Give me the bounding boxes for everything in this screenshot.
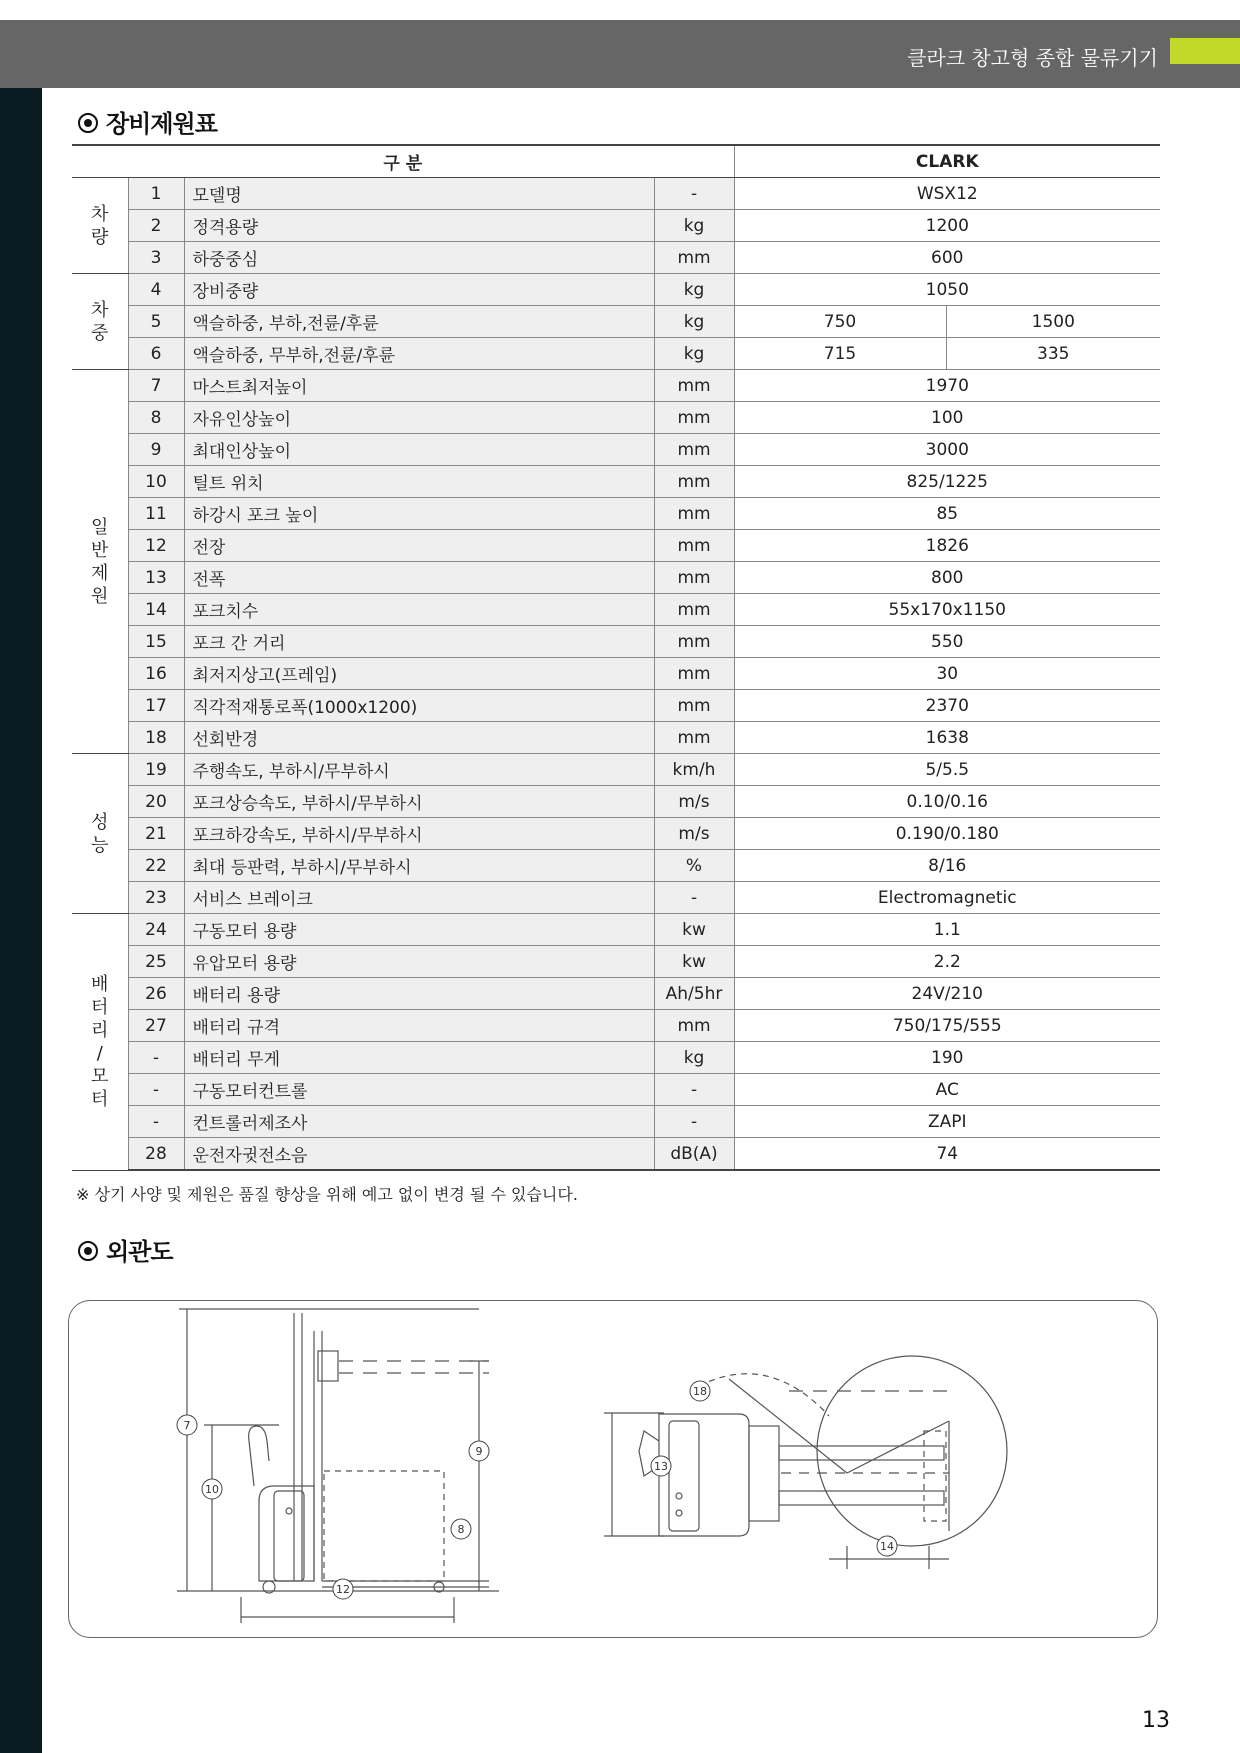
- row-unit: m/s: [654, 818, 734, 850]
- row-unit: kw: [654, 914, 734, 946]
- callout-group: [177, 1381, 897, 1599]
- header-bar: [0, 20, 1240, 88]
- row-number: 26: [128, 978, 184, 1010]
- row-number: 8: [128, 402, 184, 434]
- row-unit: mm: [654, 658, 734, 690]
- row-number: 14: [128, 594, 184, 626]
- row-item: 선회반경: [184, 722, 654, 754]
- row-unit: km/h: [654, 754, 734, 786]
- row-number: 22: [128, 850, 184, 882]
- page-number: 13: [1142, 1708, 1170, 1733]
- row-value: 825/1225: [734, 466, 1160, 498]
- table-row: [72, 402, 1160, 434]
- row-number: 19: [128, 754, 184, 786]
- target-bullet-icon: [78, 113, 98, 133]
- row-unit: mm: [654, 594, 734, 626]
- row-value: 1.1: [734, 914, 1160, 946]
- row-unit: m/s: [654, 786, 734, 818]
- row-unit: mm: [654, 530, 734, 562]
- row-value: 0.10/0.16: [734, 786, 1160, 818]
- table-row: [72, 882, 1160, 914]
- callout-number: 12: [336, 1583, 350, 1596]
- disclaimer-note: ※ 상기 사양 및 제원은 품질 향상을 위해 예고 없이 변경 될 수 있습니다.: [76, 1185, 578, 1204]
- table-row: [72, 338, 1160, 370]
- table-row: [72, 1010, 1160, 1042]
- row-value: 3000: [734, 434, 1160, 466]
- row-item: 최저지상고(프레임): [184, 658, 654, 690]
- callout-number: 18: [693, 1385, 707, 1398]
- row-item: 장비중량: [184, 274, 654, 306]
- row-value: 0.190/0.180: [734, 818, 1160, 850]
- row-number: 1: [128, 178, 184, 210]
- table-row: [72, 370, 1160, 402]
- group-label: 차 중: [72, 274, 128, 370]
- table-row: [72, 722, 1160, 754]
- row-number: 18: [128, 722, 184, 754]
- row-number: 27: [128, 1010, 184, 1042]
- row-number: 6: [128, 338, 184, 370]
- view-section-title: [78, 1232, 173, 1267]
- table-row: [72, 498, 1160, 530]
- table-row: [72, 978, 1160, 1010]
- spec-table-body: [72, 178, 1160, 1171]
- row-value: 1050: [734, 274, 1160, 306]
- row-value-rear: 335: [946, 338, 1160, 370]
- row-value: WSX12: [734, 178, 1160, 210]
- callout-number: 7: [183, 1419, 191, 1432]
- row-item: 운전자귓전소음: [184, 1138, 654, 1171]
- row-value: 550: [734, 626, 1160, 658]
- row-number: 15: [128, 626, 184, 658]
- callout-number: 9: [475, 1445, 483, 1458]
- row-item: 전장: [184, 530, 654, 562]
- row-unit: -: [654, 178, 734, 210]
- side-view-drawing: [177, 1309, 499, 1623]
- row-value: ZAPI: [734, 1106, 1160, 1138]
- row-unit: mm: [654, 370, 734, 402]
- row-value: Electromagnetic: [734, 882, 1160, 914]
- row-number: -: [128, 1042, 184, 1074]
- row-item: 액슬하중, 부하,전륜/후륜: [184, 306, 654, 338]
- row-unit: mm: [654, 1010, 734, 1042]
- row-unit: mm: [654, 562, 734, 594]
- row-number: 7: [128, 370, 184, 402]
- row-item: 유압모터 용량: [184, 946, 654, 978]
- table-row: [72, 1138, 1160, 1171]
- row-unit: kg: [654, 306, 734, 338]
- table-row: [72, 210, 1160, 242]
- row-item: 포크하강속도, 부하시/무부하시: [184, 818, 654, 850]
- row-item: 하강시 포크 높이: [184, 498, 654, 530]
- row-value: 1970: [734, 370, 1160, 402]
- row-number: 9: [128, 434, 184, 466]
- table-row: [72, 946, 1160, 978]
- callout-number: 8: [457, 1523, 465, 1536]
- callout-number: 14: [880, 1540, 894, 1553]
- row-value: 2370: [734, 690, 1160, 722]
- row-item: 구동모터 용량: [184, 914, 654, 946]
- left-sidebar-strip: [0, 88, 42, 1753]
- row-number: 2: [128, 210, 184, 242]
- row-item: 틸트 위치: [184, 466, 654, 498]
- row-value: 2.2: [734, 946, 1160, 978]
- table-row: [72, 306, 1160, 338]
- row-number: 10: [128, 466, 184, 498]
- row-unit: mm: [654, 402, 734, 434]
- table-row: [72, 1042, 1160, 1074]
- row-unit: -: [654, 1074, 734, 1106]
- row-unit: mm: [654, 498, 734, 530]
- row-value: 600: [734, 242, 1160, 274]
- spec-table: [72, 144, 1160, 1171]
- row-unit: mm: [654, 722, 734, 754]
- row-item: 배터리 무게: [184, 1042, 654, 1074]
- table-row: [72, 850, 1160, 882]
- table-row: [72, 690, 1160, 722]
- row-unit: mm: [654, 242, 734, 274]
- row-value-front: 715: [734, 338, 946, 370]
- table-row: [72, 242, 1160, 274]
- table-row: [72, 274, 1160, 306]
- exterior-drawing-svg: [69, 1301, 1157, 1637]
- row-item: 최대인상높이: [184, 434, 654, 466]
- row-value: 55x170x1150: [734, 594, 1160, 626]
- row-unit: dB(A): [654, 1138, 734, 1171]
- row-number: 5: [128, 306, 184, 338]
- exterior-drawing: [68, 1300, 1158, 1638]
- row-item: 직각적재통로폭(1000x1200): [184, 690, 654, 722]
- row-item: 서비스 브레이크: [184, 882, 654, 914]
- table-row: [72, 178, 1160, 210]
- row-item: 액슬하중, 무부하,전륜/후륜: [184, 338, 654, 370]
- row-value: 24V/210: [734, 978, 1160, 1010]
- group-label: 일 반 제 원: [72, 370, 128, 754]
- group-label: 성 능: [72, 754, 128, 914]
- row-value-rear: 1500: [946, 306, 1160, 338]
- view-section-title-text: 외관도: [106, 1238, 173, 1266]
- row-item: 전폭: [184, 562, 654, 594]
- row-unit: mm: [654, 690, 734, 722]
- header-accent: [1170, 38, 1240, 64]
- row-value: 1200: [734, 210, 1160, 242]
- row-number: 17: [128, 690, 184, 722]
- row-number: 28: [128, 1138, 184, 1171]
- row-number: 24: [128, 914, 184, 946]
- target-bullet-icon: [78, 1241, 98, 1261]
- row-value: 190: [734, 1042, 1160, 1074]
- row-unit: kg: [654, 338, 734, 370]
- row-number: 13: [128, 562, 184, 594]
- table-row: [72, 1074, 1160, 1106]
- row-item: 주행속도, 부하시/무부하시: [184, 754, 654, 786]
- row-item: 구동모터컨트롤: [184, 1074, 654, 1106]
- table-row: [72, 754, 1160, 786]
- spec-section-title-text: 장비제원표: [106, 110, 217, 138]
- row-value: 800: [734, 562, 1160, 594]
- callout-number: 13: [654, 1460, 668, 1473]
- row-number: 4: [128, 274, 184, 306]
- table-row: [72, 466, 1160, 498]
- group-label: 배 터 리 / 모 터: [72, 914, 128, 1171]
- row-value: 30: [734, 658, 1160, 690]
- row-item: 포크치수: [184, 594, 654, 626]
- row-value: AC: [734, 1074, 1160, 1106]
- row-value: 100: [734, 402, 1160, 434]
- row-value: 750/175/555: [734, 1010, 1160, 1042]
- row-unit: kg: [654, 274, 734, 306]
- row-value: 5/5.5: [734, 754, 1160, 786]
- table-row: [72, 658, 1160, 690]
- row-item: 자유인상높이: [184, 402, 654, 434]
- row-unit: mm: [654, 434, 734, 466]
- group-label: 차 량: [72, 178, 128, 274]
- row-number: -: [128, 1106, 184, 1138]
- row-item: 정격용량: [184, 210, 654, 242]
- row-value: 74: [734, 1138, 1160, 1171]
- table-row: [72, 786, 1160, 818]
- row-number: 12: [128, 530, 184, 562]
- row-item: 컨트롤러제조사: [184, 1106, 654, 1138]
- table-row: [72, 1106, 1160, 1138]
- row-item: 모델명: [184, 178, 654, 210]
- table-row: [72, 434, 1160, 466]
- row-item: 배터리 용량: [184, 978, 654, 1010]
- row-number: 16: [128, 658, 184, 690]
- header-model: CLARK: [734, 145, 1160, 178]
- row-value-front: 750: [734, 306, 946, 338]
- header-title: 클라크 창고형 종합 물류기기: [907, 46, 1158, 70]
- row-number: 23: [128, 882, 184, 914]
- row-value: 8/16: [734, 850, 1160, 882]
- row-number: 20: [128, 786, 184, 818]
- row-unit: -: [654, 1106, 734, 1138]
- row-item: 하중중심: [184, 242, 654, 274]
- row-item: 포크상승속도, 부하시/무부하시: [184, 786, 654, 818]
- row-item: 마스트최저높이: [184, 370, 654, 402]
- row-value: 1826: [734, 530, 1160, 562]
- table-header-row: [72, 145, 1160, 178]
- table-row: [72, 626, 1160, 658]
- row-number: 25: [128, 946, 184, 978]
- row-item: 최대 등판력, 부하시/무부하시: [184, 850, 654, 882]
- row-item: 포크 간 거리: [184, 626, 654, 658]
- callout-number: 10: [205, 1483, 219, 1496]
- header-category: 구 분: [72, 145, 734, 178]
- row-unit: kg: [654, 210, 734, 242]
- table-row: [72, 562, 1160, 594]
- row-value: 1638: [734, 722, 1160, 754]
- row-number: 21: [128, 818, 184, 850]
- row-value: 85: [734, 498, 1160, 530]
- row-item: 배터리 규격: [184, 1010, 654, 1042]
- table-row: [72, 914, 1160, 946]
- row-unit: mm: [654, 626, 734, 658]
- row-unit: %: [654, 850, 734, 882]
- row-unit: -: [654, 882, 734, 914]
- row-unit: kw: [654, 946, 734, 978]
- row-unit: kg: [654, 1042, 734, 1074]
- table-row: [72, 818, 1160, 850]
- table-row: [72, 530, 1160, 562]
- row-number: 3: [128, 242, 184, 274]
- spec-section-title: [78, 104, 217, 139]
- table-row: [72, 594, 1160, 626]
- row-number: -: [128, 1074, 184, 1106]
- row-unit: Ah/5hr: [654, 978, 734, 1010]
- row-unit: mm: [654, 466, 734, 498]
- row-number: 11: [128, 498, 184, 530]
